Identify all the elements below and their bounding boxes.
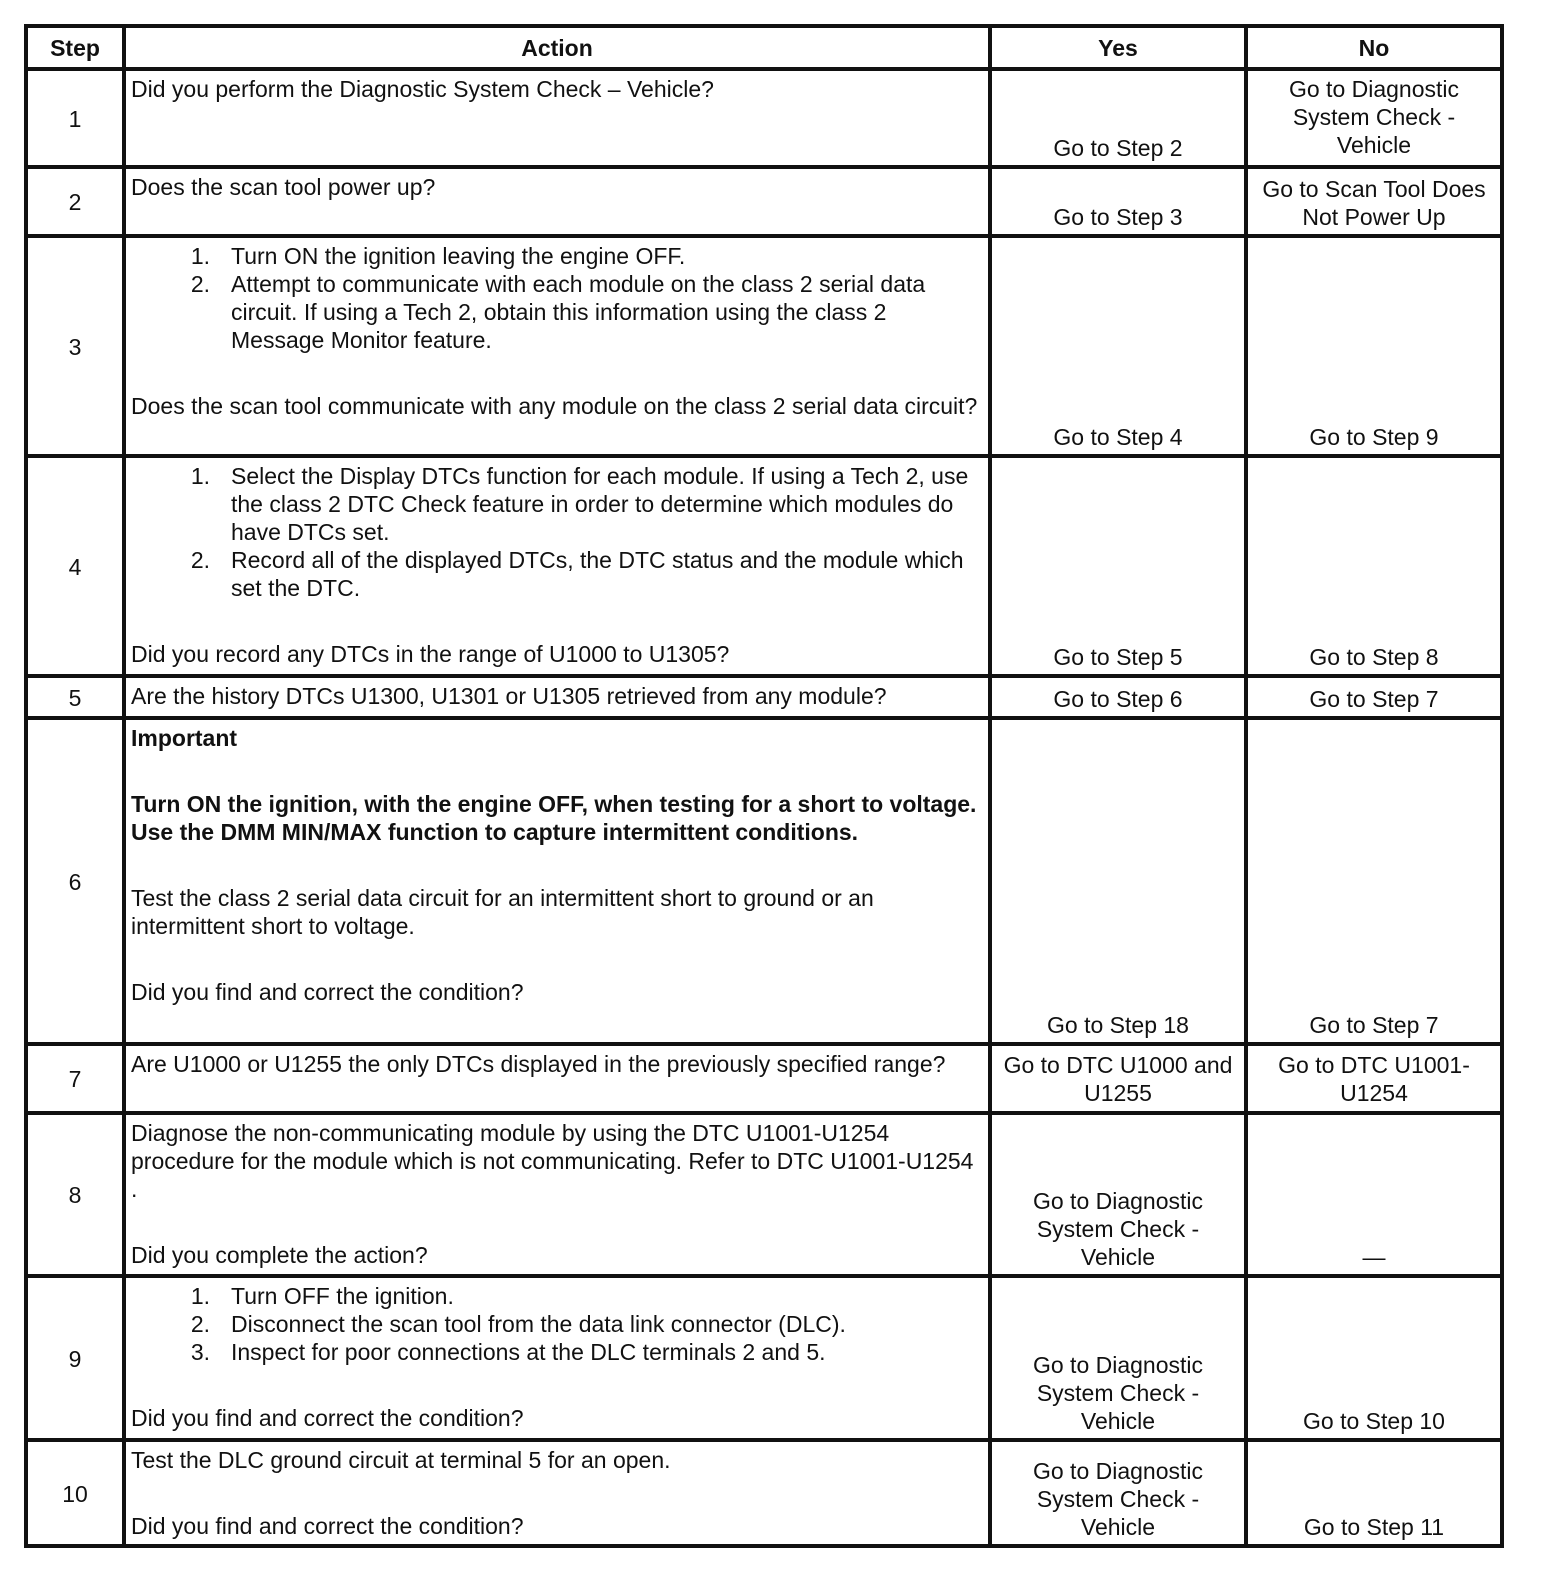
yes-cell: Go to Step 18 (990, 718, 1246, 1044)
action-question: Did you find and correct the condition? (131, 1513, 524, 1539)
action-instruction: Diagnose the non-communicating module by using the DTC U1001-U1254 procedure for the module which is not communicating. Refer to DTC U1001-U1254 . (131, 1120, 974, 1202)
yes-cell: Go to Diagnostic System Check - Vehicle (990, 1440, 1246, 1546)
action-question: Does the scan tool power up? (131, 174, 436, 200)
list-item (131, 462, 983, 546)
list-item-number: 1. (190, 1283, 210, 1309)
list-item-number: 1. (190, 463, 210, 489)
yes-cell: Go to Step 6 (990, 676, 1246, 718)
action-instruction: Test the DLC ground circuit at terminal 5 for an open. (131, 1447, 671, 1473)
list-item (131, 270, 983, 354)
yes-cell: Go to Diagnostic System Check - Vehicle (990, 1113, 1246, 1276)
list-item-text: Disconnect the scan tool from the data link connector (DLC). (231, 1311, 846, 1337)
list-item-text: Attempt to communicate with each module on the class 2 serial data circuit. If using a Tech 2, obtain this information using the class 2 Message Monitor feature. (231, 271, 926, 353)
table-row (26, 167, 1502, 236)
list-item-text: Select the Display DTCs function for each module. If using a Tech 2, use the class 2 DTC Check feature in order to determine which modules do have DTCs set. (231, 463, 969, 545)
table-row (26, 676, 1502, 718)
list-item (131, 1338, 983, 1366)
no-cell: Go to Step 7 (1246, 676, 1502, 718)
action-steps-list (131, 242, 983, 354)
action-cell (124, 1113, 990, 1276)
action-steps-list (131, 1282, 983, 1366)
table-row (26, 1113, 1502, 1276)
table-row (26, 69, 1502, 167)
action-cell (124, 456, 990, 676)
list-item (131, 546, 983, 602)
no-cell: Go to Diagnostic System Check - Vehicle (1246, 69, 1502, 167)
yes-cell: Go to Step 2 (990, 69, 1246, 167)
no-cell: Go to Step 9 (1246, 236, 1502, 456)
no-cell: — (1246, 1113, 1502, 1276)
action-cell (124, 236, 990, 456)
step-number: 8 (26, 1113, 124, 1276)
header-row (26, 26, 1502, 69)
important-label: Important (131, 725, 238, 751)
diagnostic-table (24, 24, 1504, 1548)
step-number: 5 (26, 676, 124, 718)
action-question: Did you find and correct the condition? (131, 979, 524, 1005)
step-number: 7 (26, 1044, 124, 1113)
list-item-number: 2. (190, 271, 210, 297)
list-item-text: Turn ON the ignition leaving the engine OFF. (231, 243, 686, 269)
list-item (131, 1282, 983, 1310)
header-yes: Yes (990, 26, 1246, 69)
action-question: Did you complete the action? (131, 1242, 428, 1268)
table-row (26, 236, 1502, 456)
no-cell: Go to Step 10 (1246, 1276, 1502, 1440)
no-cell: Go to Scan Tool Does Not Power Up (1246, 167, 1502, 236)
list-item (131, 242, 983, 270)
no-cell: Go to DTC U1001-U1254 (1246, 1044, 1502, 1113)
action-cell (124, 167, 990, 236)
action-cell (124, 1044, 990, 1113)
yes-cell: Go to Step 3 (990, 167, 1246, 236)
step-number: 10 (26, 1440, 124, 1546)
action-question: Does the scan tool communicate with any module on the class 2 serial data circuit? (131, 393, 978, 419)
action-cell (124, 718, 990, 1044)
list-item-text: Record all of the displayed DTCs, the DTC status and the module which set the DTC. (231, 547, 964, 601)
action-question: Are U1000 or U1255 the only DTCs displayed in the previously specified range? (131, 1051, 946, 1077)
yes-cell: Go to DTC U1000 and U1255 (990, 1044, 1246, 1113)
no-cell: Go to Step 8 (1246, 456, 1502, 676)
step-number: 1 (26, 69, 124, 167)
list-item-number: 2. (190, 547, 210, 573)
yes-cell: Go to Step 4 (990, 236, 1246, 456)
action-cell (124, 69, 990, 167)
table-row (26, 1276, 1502, 1440)
action-question: Did you record any DTCs in the range of U1000 to U1305? (131, 641, 730, 667)
list-item-number: 2. (190, 1311, 210, 1337)
header-step: Step (26, 26, 124, 69)
table-row (26, 1440, 1502, 1546)
header-no: No (1246, 26, 1502, 69)
important-text: Turn ON the ignition, with the engine OFF, when testing for a short to voltage. Use the DMM MIN/MAX function to capture intermittent conditions. (131, 791, 977, 845)
action-cell (124, 1440, 990, 1546)
action-steps-list (131, 462, 983, 602)
action-cell (124, 1276, 990, 1440)
step-number: 2 (26, 167, 124, 236)
action-cell (124, 676, 990, 718)
list-item-number: 1. (190, 243, 210, 269)
step-number: 9 (26, 1276, 124, 1440)
table-row (26, 718, 1502, 1044)
step-number: 6 (26, 718, 124, 1044)
yes-cell: Go to Diagnostic System Check - Vehicle (990, 1276, 1246, 1440)
yes-cell: Go to Step 5 (990, 456, 1246, 676)
no-cell: Go to Step 11 (1246, 1440, 1502, 1546)
action-instruction: Test the class 2 serial data circuit for an intermittent short to ground or an intermittent short to voltage. (131, 885, 874, 939)
step-number: 3 (26, 236, 124, 456)
list-item-text: Inspect for poor connections at the DLC terminals 2 and 5. (231, 1339, 826, 1365)
table-row (26, 1044, 1502, 1113)
no-cell: Go to Step 7 (1246, 718, 1502, 1044)
table-row (26, 456, 1502, 676)
step-number: 4 (26, 456, 124, 676)
list-item (131, 1310, 983, 1338)
action-question: Are the history DTCs U1300, U1301 or U1305 retrieved from any module? (131, 683, 887, 709)
list-item-number: 3. (190, 1339, 210, 1365)
list-item-text: Turn OFF the ignition. (231, 1283, 454, 1309)
action-question: Did you perform the Diagnostic System Check – Vehicle? (131, 76, 714, 102)
action-question: Did you find and correct the condition? (131, 1405, 524, 1431)
header-action: Action (124, 26, 990, 69)
